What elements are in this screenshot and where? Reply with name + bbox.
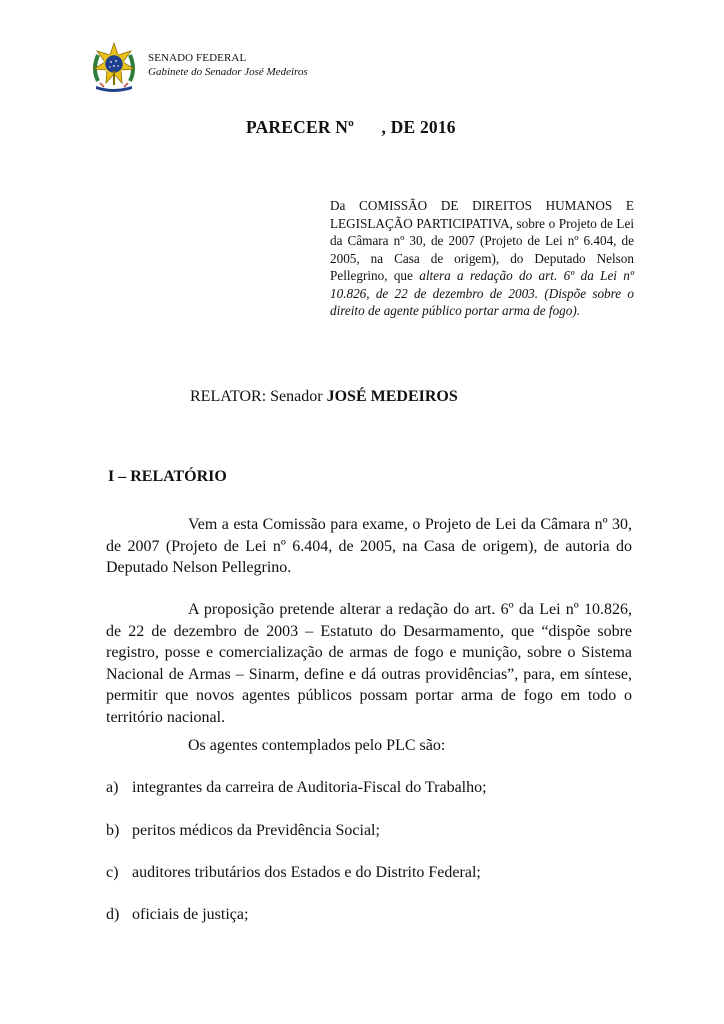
list-item [106,822,380,840]
list-marker: d) [106,906,120,923]
list-item-text: peritos médicos da Previdência Social; [132,822,380,839]
letterhead [88,41,308,93]
ementa [330,197,634,320]
relator-name: JOSÉ MEDEIROS [326,388,458,405]
list-item [106,864,481,882]
list-item-text: oficiais de justiça; [132,906,249,923]
list-marker: c) [106,864,119,881]
section-heading: I – RELATÓRIO [108,468,227,485]
list-item-text: auditores tributários dos Estados e do Distrito Federal; [132,864,481,881]
relator-line [190,388,458,406]
list-item [106,906,248,924]
ementa-text: Da COMISSÃO DE DIREITOS HUMANOS E LEGISLAÇÃO PARTICIPATIVA, sobre o Projeto de Lei da Câmara nº 30, de 2007 (Projeto de Lei nº 6.404, de 2005, na Casa de origem), do Deputado Nelson Pellegrino, que [330,198,634,283]
relator-prefix: RELATOR: Senador [190,388,327,405]
list-marker: b) [106,822,120,839]
list-marker: a) [106,779,119,796]
list-item-text: integrantes da carreira de Auditoria-Fiscal do Trabalho; [132,779,487,796]
office-name: Gabinete do Senador José Medeiros [148,66,308,78]
brazil-coat-of-arms-icon [88,41,140,93]
list-item [106,779,487,797]
paragraph: Vem a esta Comissão para exame, o Projeto de Lei da Câmara nº 30, de 2007 (Projeto de Lei nº 6.404, de 2005, na Casa de origem), de autoria do Deputado Nelson Pellegrino. [106,516,632,576]
paragraph: Os agentes contemplados pelo PLC são: [188,737,446,754]
ementa-italic-text: altera a redação do art. 6º da Lei nº 10.826, de 22 de dezembro de 2003. (Dispõe sobre o direito de agente público portar arma de fogo). [330,268,634,318]
document-title: PARECER Nº , DE 2016 [246,117,456,137]
paragraph: A proposição pretende alterar a redação do art. 6º da Lei nº 10.826, de 22 de dezembro de 2003 – Estatuto do Desarmamento, que “dispõe sobre registro, posse e comercialização de armas de fogo e munição, sobre o Sistema Nacional de Armas – Sinarm, define e dá outras providências”, para, em síntese, permitir que novos agentes públicos possam portar arma de fogo em todo o território nacional. [106,601,632,726]
organization-name: SENADO FEDERAL [148,52,247,64]
